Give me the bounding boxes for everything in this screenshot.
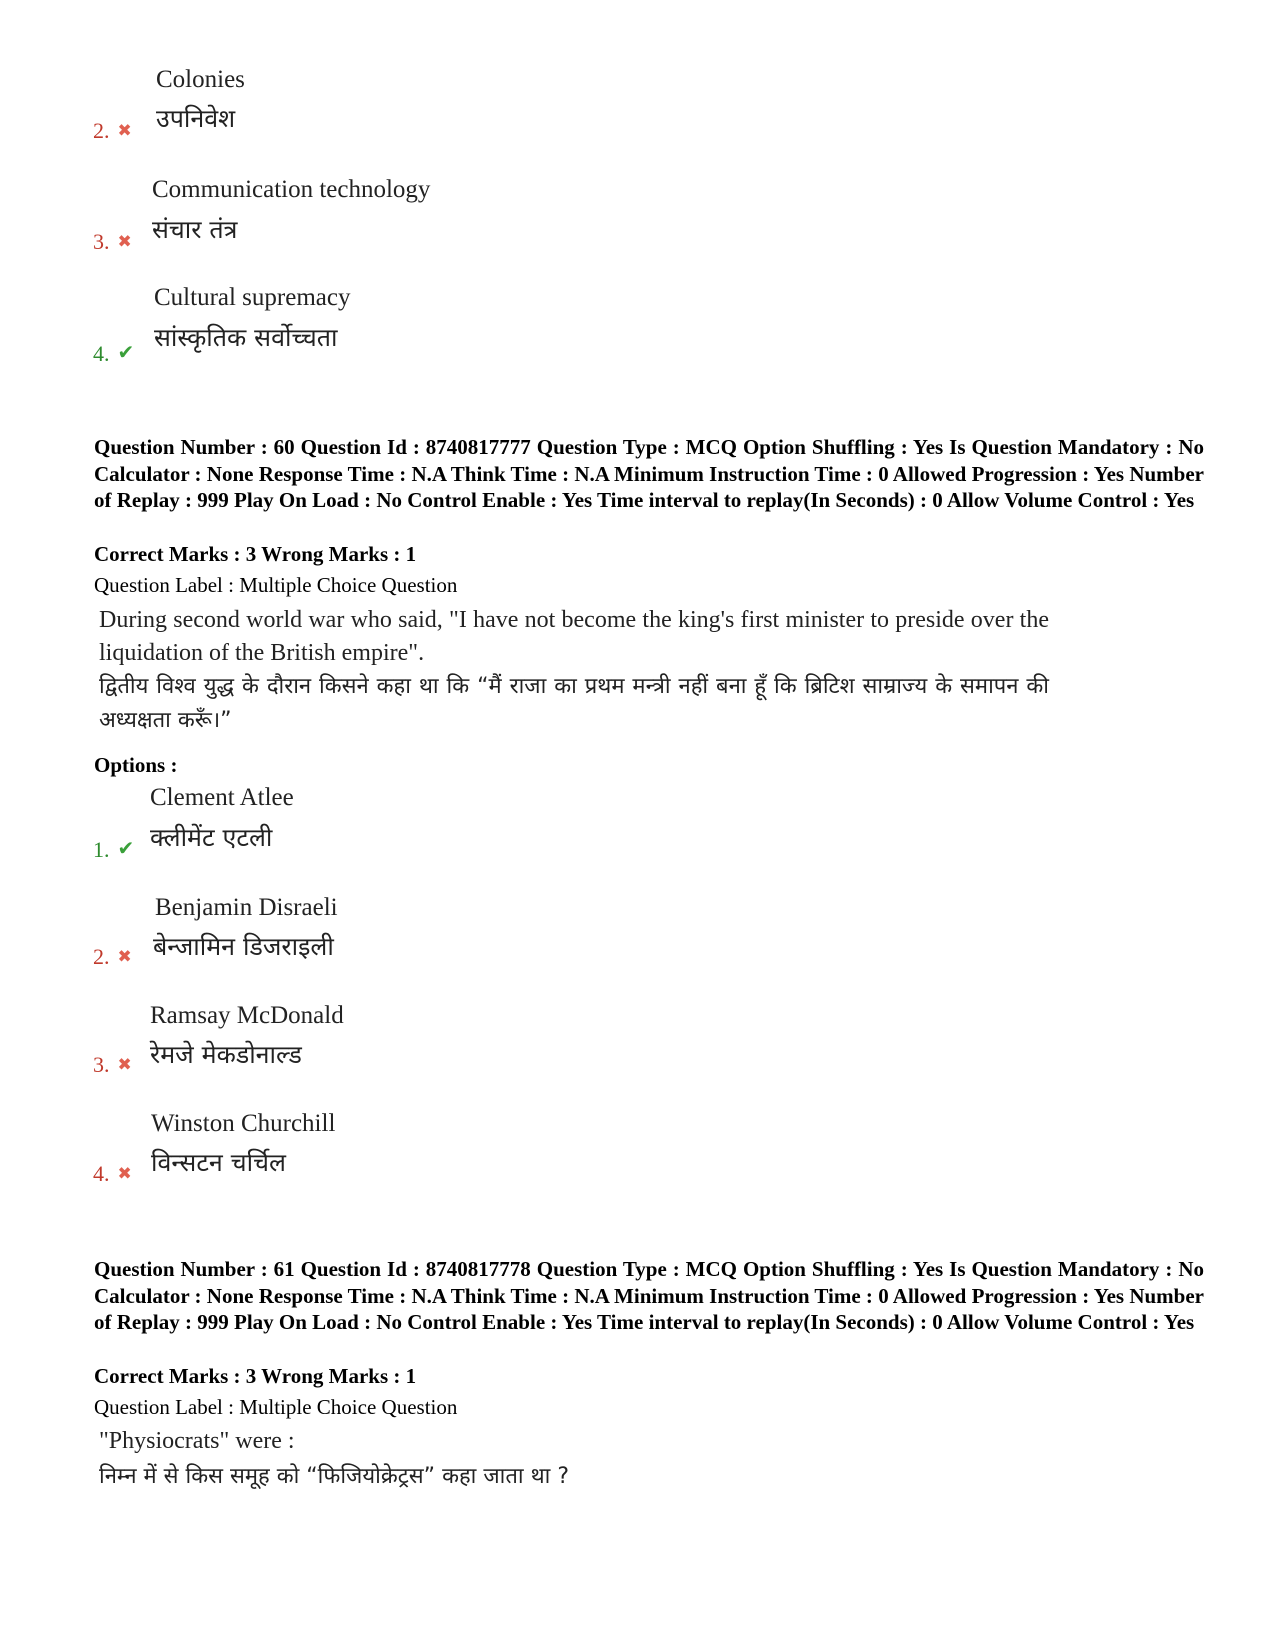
option-2-english: Colonies <box>156 66 245 93</box>
option-3-hindi: संचार तंत्र <box>152 215 238 244</box>
option-4-hindi: विन्सटन चर्चिल <box>151 1148 286 1177</box>
question-meta: Question Number : 60 Question Id : 8740817777 Question Type : MCQ Option Shuffling : Yes Is Question Mandatory : No Calculator : None Response Time : N.A Think Time : N.A Minimum Instruction Time : 0 Allowed Progression : Yes Number of Replay : 999 Play On Load : No Control Enable : Yes Time interval to replay(In Seconds) : 0 Allow Volume Control : Yes <box>94 435 1204 512</box>
option-2-marker <box>93 944 132 970</box>
question-meta: Question Number : 61 Question Id : 8740817778 Question Type : MCQ Option Shuffling : Yes Is Question Mandatory : No Calculator : None Response Time : N.A Think Time : N.A Minimum Instruction Time : 0 Allowed Progression : Yes Number of Replay : 999 Play On Load : No Control Enable : Yes Time interval to replay(In Seconds) : 0 Allow Volume Control : Yes <box>94 1257 1204 1334</box>
option-1-english: Clement Atlee <box>150 784 294 811</box>
option-3-english: Communication technology <box>152 176 431 203</box>
option-1-marker <box>93 836 134 863</box>
option-number: 2. <box>93 118 110 143</box>
check-icon: ✔ <box>117 836 135 860</box>
cross-icon: ✖ <box>117 1164 132 1184</box>
option-number: 3. <box>93 229 110 254</box>
option-3-english: Ramsay McDonald <box>150 1002 344 1029</box>
options-label: Options : <box>94 753 178 777</box>
option-number: 2. <box>93 944 110 969</box>
cross-icon: ✖ <box>117 121 132 141</box>
option-4-english: Cultural supremacy <box>154 284 351 311</box>
option-number: 3. <box>93 1052 110 1077</box>
option-4-marker <box>93 1161 132 1187</box>
option-number: 1. <box>93 837 110 862</box>
question-text-english: During second world war who said, "I have not become the king's first minister to preside over the liquidation of the British empire". <box>99 607 1049 666</box>
option-3-marker <box>93 1052 132 1078</box>
cross-icon: ✖ <box>117 232 132 252</box>
option-2-english: Benjamin Disraeli <box>155 894 338 921</box>
check-icon: ✔ <box>117 340 135 364</box>
option-3-marker <box>93 229 132 255</box>
question-text-hindi: निम्न में से किस समूह को “फिजियोक्रेट्रस” कहा जाता था ? <box>99 1464 570 1489</box>
option-3-hindi: रेमजे मेकडोनाल्ड <box>150 1040 302 1069</box>
cross-icon: ✖ <box>117 947 132 967</box>
option-4-hindi: सांस्कृतिक सर्वोच्चता <box>154 323 338 352</box>
option-2-marker <box>93 118 132 144</box>
option-number: 4. <box>93 1161 110 1186</box>
option-1-hindi: क्लीमेंट एटली <box>150 823 273 852</box>
option-2-hindi: बेन्जामिन डिजराइली <box>153 932 334 961</box>
question-marks: Correct Marks : 3 Wrong Marks : 1 <box>94 1364 417 1388</box>
question-label: Question Label : Multiple Choice Question <box>94 573 458 597</box>
option-2-hindi: उपनिवेश <box>156 104 236 133</box>
option-4-english: Winston Churchill <box>151 1110 336 1137</box>
cross-icon: ✖ <box>117 1055 132 1075</box>
question-label: Question Label : Multiple Choice Question <box>94 1395 458 1419</box>
question-marks: Correct Marks : 3 Wrong Marks : 1 <box>94 542 417 566</box>
question-text-hindi: द्वितीय विश्व युद्ध के दौरान किसने कहा था कि “मैं राजा का प्रथम मन्त्री नहीं बना हूँ कि ब्रिटिश साम्राज्य के समापन की अध्यक्षता करूँ।” <box>99 674 1049 733</box>
option-number: 4. <box>93 341 110 366</box>
question-text-english: "Physiocrats" were : <box>99 1428 295 1454</box>
option-4-marker <box>93 340 134 367</box>
